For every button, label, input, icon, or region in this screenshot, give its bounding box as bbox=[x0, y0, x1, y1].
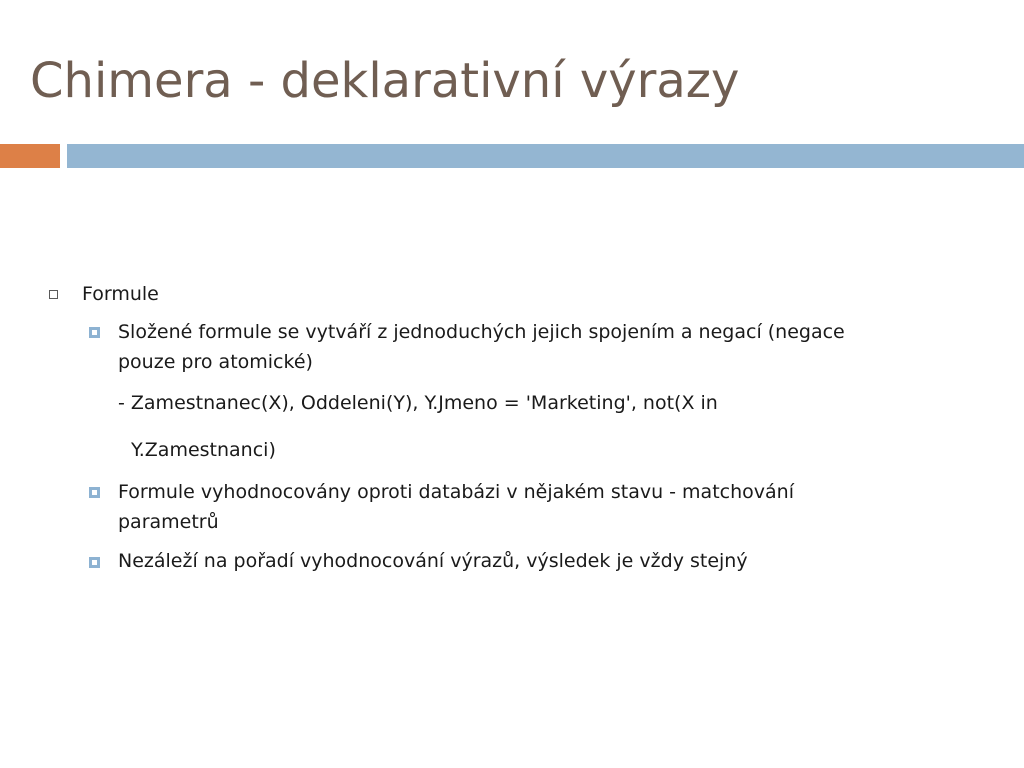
bullet-item-3-line-1: Nezáleží na pořadí vyhodnocování výrazů, výsledek je vždy stejný bbox=[118, 550, 748, 572]
bullet-item-1-line-2: pouze pro atomické) bbox=[118, 351, 313, 373]
bullet-level1-formule: Formule bbox=[82, 283, 159, 305]
example-line-2: Y.Zamestnanci) bbox=[131, 439, 276, 461]
blue-square-bullet-icon bbox=[89, 327, 100, 338]
blue-square-bullet-icon bbox=[89, 487, 100, 498]
bullet-item-1-line-1: Složené formule se vytváří z jednoduchých jejich spojením a negací (negace bbox=[118, 321, 845, 343]
example-line-1: - Zamestnanec(X), Oddeleni(Y), Y.Jmeno = 'Marketing', not(X in bbox=[118, 392, 718, 414]
hollow-square-bullet-icon bbox=[49, 290, 58, 299]
slide-title: Chimera - deklarativní výrazy bbox=[30, 53, 740, 109]
bullet-item-2-line-2: parametrů bbox=[118, 511, 219, 533]
blue-square-bullet-icon bbox=[89, 557, 100, 568]
bullet-item-2-line-1: Formule vyhodnocovány oproti databázi v nějakém stavu - matchování bbox=[118, 481, 794, 503]
